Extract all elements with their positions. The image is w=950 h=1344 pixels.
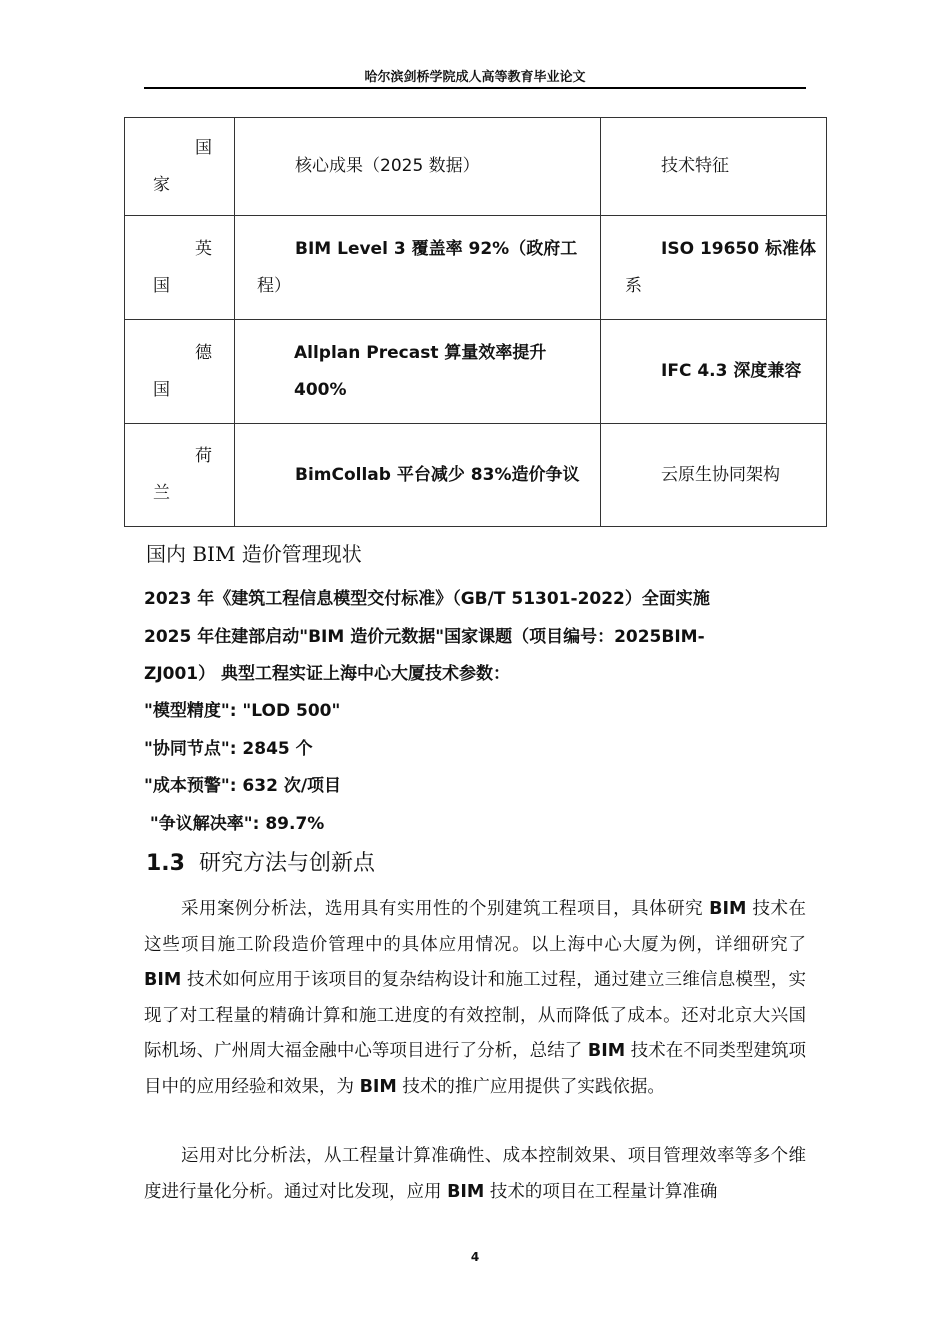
section-heading: 国内 BIM 造价管理现状	[146, 542, 362, 566]
para-text: 技术在不同类型建筑项目中的应用经验和效果，为	[144, 1041, 807, 1097]
row-feature-nl: 云原生协同架构	[601, 424, 827, 527]
subsection-number: 1.3	[146, 851, 185, 876]
para-text: 采用案例分析法，选用具有实用性的个别建筑工程项目，具体研究	[181, 899, 710, 919]
table-header-achievement: 核心成果（2025 数据）	[235, 118, 601, 216]
para-term: BIM	[709, 899, 747, 919]
section-line: 2023 年《建筑工程信息模型交付标准》（GB/T 51301-2022）全面实施	[144, 589, 710, 609]
table-header-row	[125, 118, 827, 216]
paragraph-comparative-analysis	[144, 1139, 806, 1210]
running-header: 哈尔滨剑桥学院成人高等教育毕业论文	[364, 70, 586, 85]
country-line1: 英	[195, 238, 212, 259]
para-text: 运用对比分析法，从工程量计算准确性、成本控制效果、项目管理效率等多个维度进行量化分析。通过对比发现，应用	[144, 1146, 806, 1202]
para-text: 技术的推广应用提供了实践依据。	[396, 1076, 665, 1097]
section-line: 2025 年住建部启动"BIM 造价元数据"国家课题（项目编号：2025BIM-	[144, 627, 705, 647]
header-country-line2: 家	[153, 174, 170, 195]
section-line: "协同节点": 2845 个	[144, 739, 313, 759]
para-term: BIM	[587, 1041, 626, 1061]
country-line2: 国	[153, 379, 170, 400]
page-number: 4	[470, 1250, 480, 1264]
row-achievement-de: Allplan Precast 算量效率提升 400%	[235, 320, 601, 424]
table-header-country	[125, 118, 235, 216]
country-line2: 兰	[153, 483, 170, 503]
country-line1: 德	[195, 342, 212, 363]
header-country-line1: 国	[195, 137, 212, 158]
para-term: BIM	[447, 1181, 485, 1202]
row-feature-de: IFC 4.3 深度兼容	[601, 320, 827, 424]
section-line: "争议解决率": 89.7%	[144, 814, 325, 834]
row-achievement-uk	[235, 216, 601, 320]
achievement-line1: BIM Level 3 覆盖率 92%（政府工	[295, 238, 578, 259]
row-country-nl	[125, 424, 235, 527]
feature-line2: 系	[625, 275, 642, 296]
row-country-uk	[125, 216, 235, 320]
para-text: 技术在这些项目施工阶段造价管理中的具体应用情况。以上海中心大厦为例，详细研究了	[144, 899, 806, 955]
paragraph-case-analysis	[144, 892, 806, 1105]
header-rule	[144, 87, 806, 89]
para-text: 技术的项目在工程量计算准确	[484, 1181, 718, 1202]
country-line2: 国	[153, 275, 170, 296]
section-line: ZJ001） 典型工程实证上海中心大厦技术参数：	[144, 664, 511, 684]
country-comparison-table	[124, 117, 827, 527]
para-text: 技术如何应用于该项目的复杂结构设计和施工过程，通过建立三维信息模型，实现了对工程量的精确计算和施工进度的有效控制，从而降低了成本。还对北京大兴国际机场、广州周大福金融中心等项目进行了分析，总结了	[144, 970, 806, 1061]
table-row	[125, 320, 827, 424]
para-term: BIM	[144, 970, 182, 990]
table-row	[125, 216, 827, 320]
section-line: "成本预警": 632 次/项目	[144, 776, 342, 796]
subsection-title: 研究方法与创新点	[198, 851, 375, 876]
para-term: BIM	[359, 1076, 397, 1097]
country-line1: 荷	[195, 446, 212, 466]
row-achievement-nl: BimCollab 平台减少 83%造价争议	[235, 424, 601, 527]
section-line: "模型精度": "LOD 500"	[144, 701, 341, 721]
row-country-de	[125, 320, 235, 424]
table-row	[125, 424, 827, 527]
row-feature-uk	[601, 216, 827, 320]
achievement-line2: 程）	[257, 275, 291, 296]
feature-line1: ISO 19650 标准体	[661, 238, 817, 259]
subsection-heading	[146, 846, 375, 877]
table-header-feature: 技术特征	[601, 118, 827, 216]
